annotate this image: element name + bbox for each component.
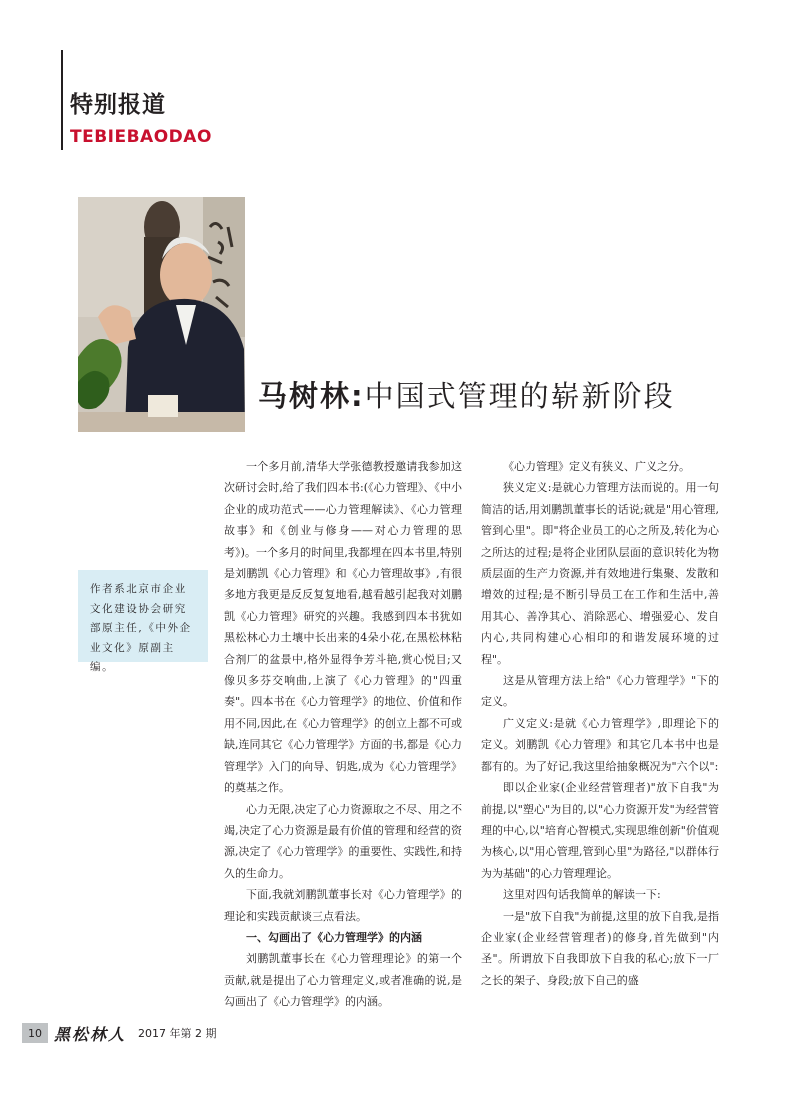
paragraph: 这里对四句话我简单的解读一下: [503,888,661,902]
section-subtitle: TEBIEBAODAO [70,127,212,147]
headline-name: 马树林: [258,379,365,413]
magazine-logo: 黑松林人 [54,1024,127,1044]
paragraph: 下面,我就刘鹏凯董事长对《心力管理学》的理论和实践贡献谈三点看法。 [224,888,462,923]
paragraph: 即以企业家(企业经营管理者)"放下自我"为前提,以"塑心"为目的,以"心力资源开发"为经营管理的中心,以"培育心智模式,实现思维创新"价值观为核心,以"用心管理,管到心里"为路径,"以群体行为为基础"的心力管理理论。 [481,781,719,880]
page-footer [22,1023,217,1043]
paragraph: 《心力管理》定义有狭义、广义之分。 [503,460,690,473]
article-headline [258,374,675,415]
page-number: 10 [22,1023,48,1043]
paragraph: 狭义定义:是就心力管理方法而说的。用一句简洁的话,用刘鹏凯董事长的话说;就是"用心管理,管到心里"。即"将企业员工的心之所及,转化为心之所达的过程;是将企业团队层面的意识转化为物质层面的生产力资源,并有效地进行集聚、发散和增效的过程;是不断引导员工在工作和生活中,善用其心、善净其心、消除恶心、增强爱心、发自内心,共同构建心心相印的和谐发展环境的过程"。 [481,481,719,666]
paragraph: 一个多月前,清华大学张德教授邀请我参加这次研讨会时,给了我们四本书:(《心力管理》、《中小企业的成功范式——心力管理解读》、《心力管理故事》和《创业与修身——对心力管理的思考》)。一个多月的时间里,我都埋在四本书里,特别是刘鹏凯《心力管理》和《心力管理故事》,有很多地方我更是反反复复地看,越看越引起我对刘鹏凯《心力管理》研究的兴趣。我感到四本书犹如黑松林心力土壤中长出来的4朵小花,在黑松林粘合剂厂的盆景中,格外显得争芳斗艳,赏心悦目;又像贝多芬交响曲,上演了《心力管理》的"四重奏"。四本书在《心力管理学》的地位、价值和作用不同,因此,在《心力管理学》的创立上都不可或缺,连同其它《心力管理学》方面的书,都是《心力管理学》入门的向导、钥匙,成为《心力管理学》的奠基之作。 [224,460,462,795]
issue-label: 2017 年第 2 期 [138,1027,217,1040]
headline-title: 中国式管理的崭新阶段 [364,379,675,413]
section-heading: 一、勾画出了《心力管理学》的内涵 [246,930,422,944]
author-note: 作者系北京市企业文化建设协会研究部原主任,《中外企业文化》原副主编。 [78,570,208,662]
section-rule [61,50,63,150]
paragraph: 一是"放下自我"为前提,这里的放下自我,是指企业家(企业经营管理者)的修身,首先做到"内圣"。所谓放下自我即放下自我的私心;放下一厂之长的架子、身段;放下自己的盛 [481,909,719,987]
paragraph: 心力无限,决定了心力资源取之不尽、用之不竭,决定了心力资源是最有价值的管理和经营的资源,决定了《心力管理学》的重要性、实践性,和持久的生命力。 [224,802,462,880]
portrait-photo [78,197,245,432]
paragraph: 广义定义:是就《心力管理学》,即理论下的定义。刘鹏凯《心力管理》和其它几本书中也是都有的。为了好记,我这里给抽象概况为"六个以": [481,716,719,773]
paragraph: 这是从管理方法上给"《心力管理学》"下的定义。 [481,674,719,709]
article-column-2 [481,456,719,991]
article-column-1 [224,456,462,1013]
portrait-image [78,197,245,432]
section-title: 特别报道 [70,92,166,118]
paragraph: 刘鹏凯董事长在《心力管理理论》的第一个贡献,就是提出了心力管理定义,或者准确的说,是勾画出了《心力管理学》的内涵。 [224,952,462,1009]
